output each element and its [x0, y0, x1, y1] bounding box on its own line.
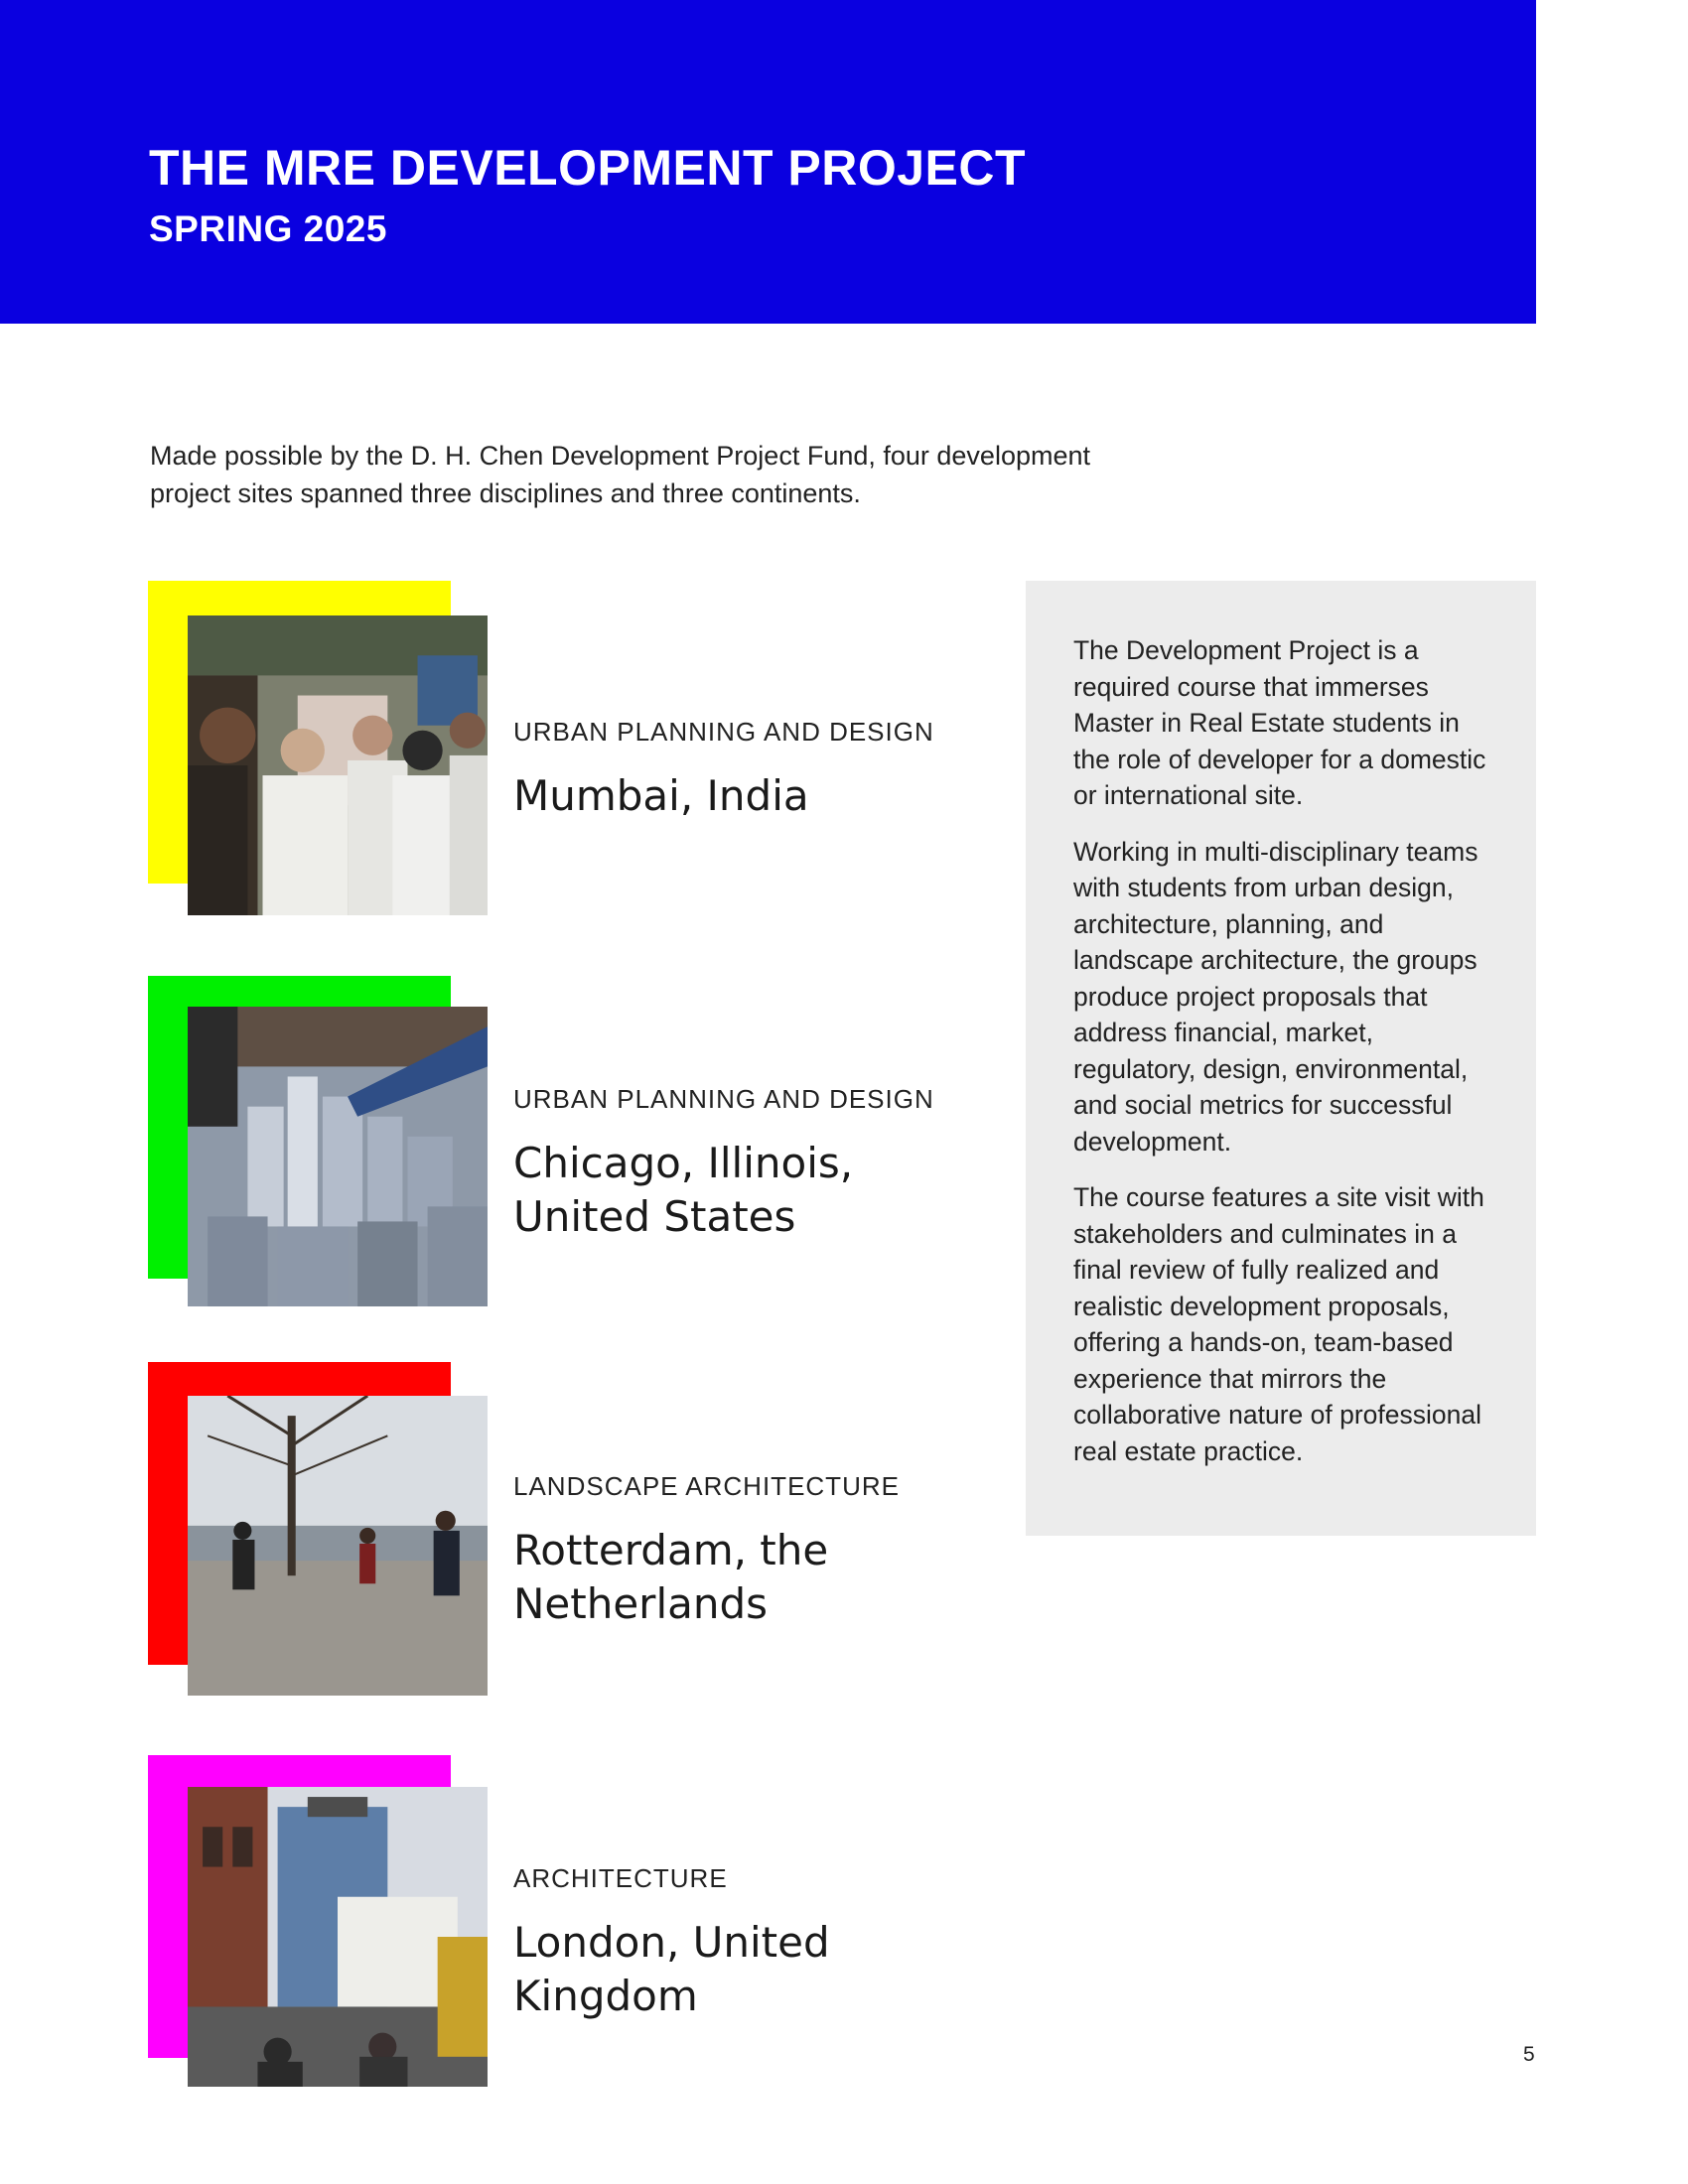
site-city: Rotterdam, the Netherlands [513, 1526, 829, 1628]
course-description-panel [1026, 581, 1536, 1536]
site-card-mumbai [148, 581, 1002, 923]
intro-text: Made possible by the D. H. Chen Development Project Fund, four development project sites spanned three disciplines and three continents. [150, 441, 1091, 508]
site-city: Chicago, Illinois, United States [513, 1139, 854, 1241]
page-number: 5 [1523, 2043, 1535, 2066]
photo-london-street [188, 1787, 488, 2087]
sidebar-paragraph: The course features a site visit with stakeholders and culminates in a final review of fully realized and realistic development proposals, offering a hands-on, team-based experience that mirrors the collaborative nature of professional real estate practice. [1073, 1182, 1484, 1466]
site-card-chicago [148, 976, 1002, 1318]
site-city: Mumbai, India [513, 771, 809, 820]
site-card-rotterdam [148, 1362, 1002, 1705]
sidebar-paragraph: The Development Project is a required course that immerses Master in Real Estate students in the role of developer for a domestic or international site. [1073, 635, 1486, 810]
photo-mumbai-street-visit [188, 615, 488, 915]
header-banner [0, 0, 1536, 324]
site-discipline: URBAN PLANNING AND DESIGN [513, 1084, 934, 1114]
site-discipline: ARCHITECTURE [513, 1863, 728, 1893]
sidebar-paragraph: Working in multi-disciplinary teams with students from urban design, architecture, planning, and landscape architecture, the groups produce project proposals that address financial, market, regulatory, design, environmental, and social metrics for successful development. [1073, 836, 1478, 1157]
site-discipline: URBAN PLANNING AND DESIGN [513, 717, 934, 747]
site-city: London, United Kingdom [513, 1918, 830, 2020]
page-subtitle: SPRING 2025 [149, 208, 387, 249]
photo-rotterdam-waterfront [188, 1396, 488, 1696]
site-card-london [148, 1755, 1002, 2098]
photo-chicago-city-model [188, 1007, 488, 1306]
page-title: THE MRE DEVELOPMENT PROJECT [149, 140, 1027, 196]
site-discipline: LANDSCAPE ARCHITECTURE [513, 1471, 900, 1501]
